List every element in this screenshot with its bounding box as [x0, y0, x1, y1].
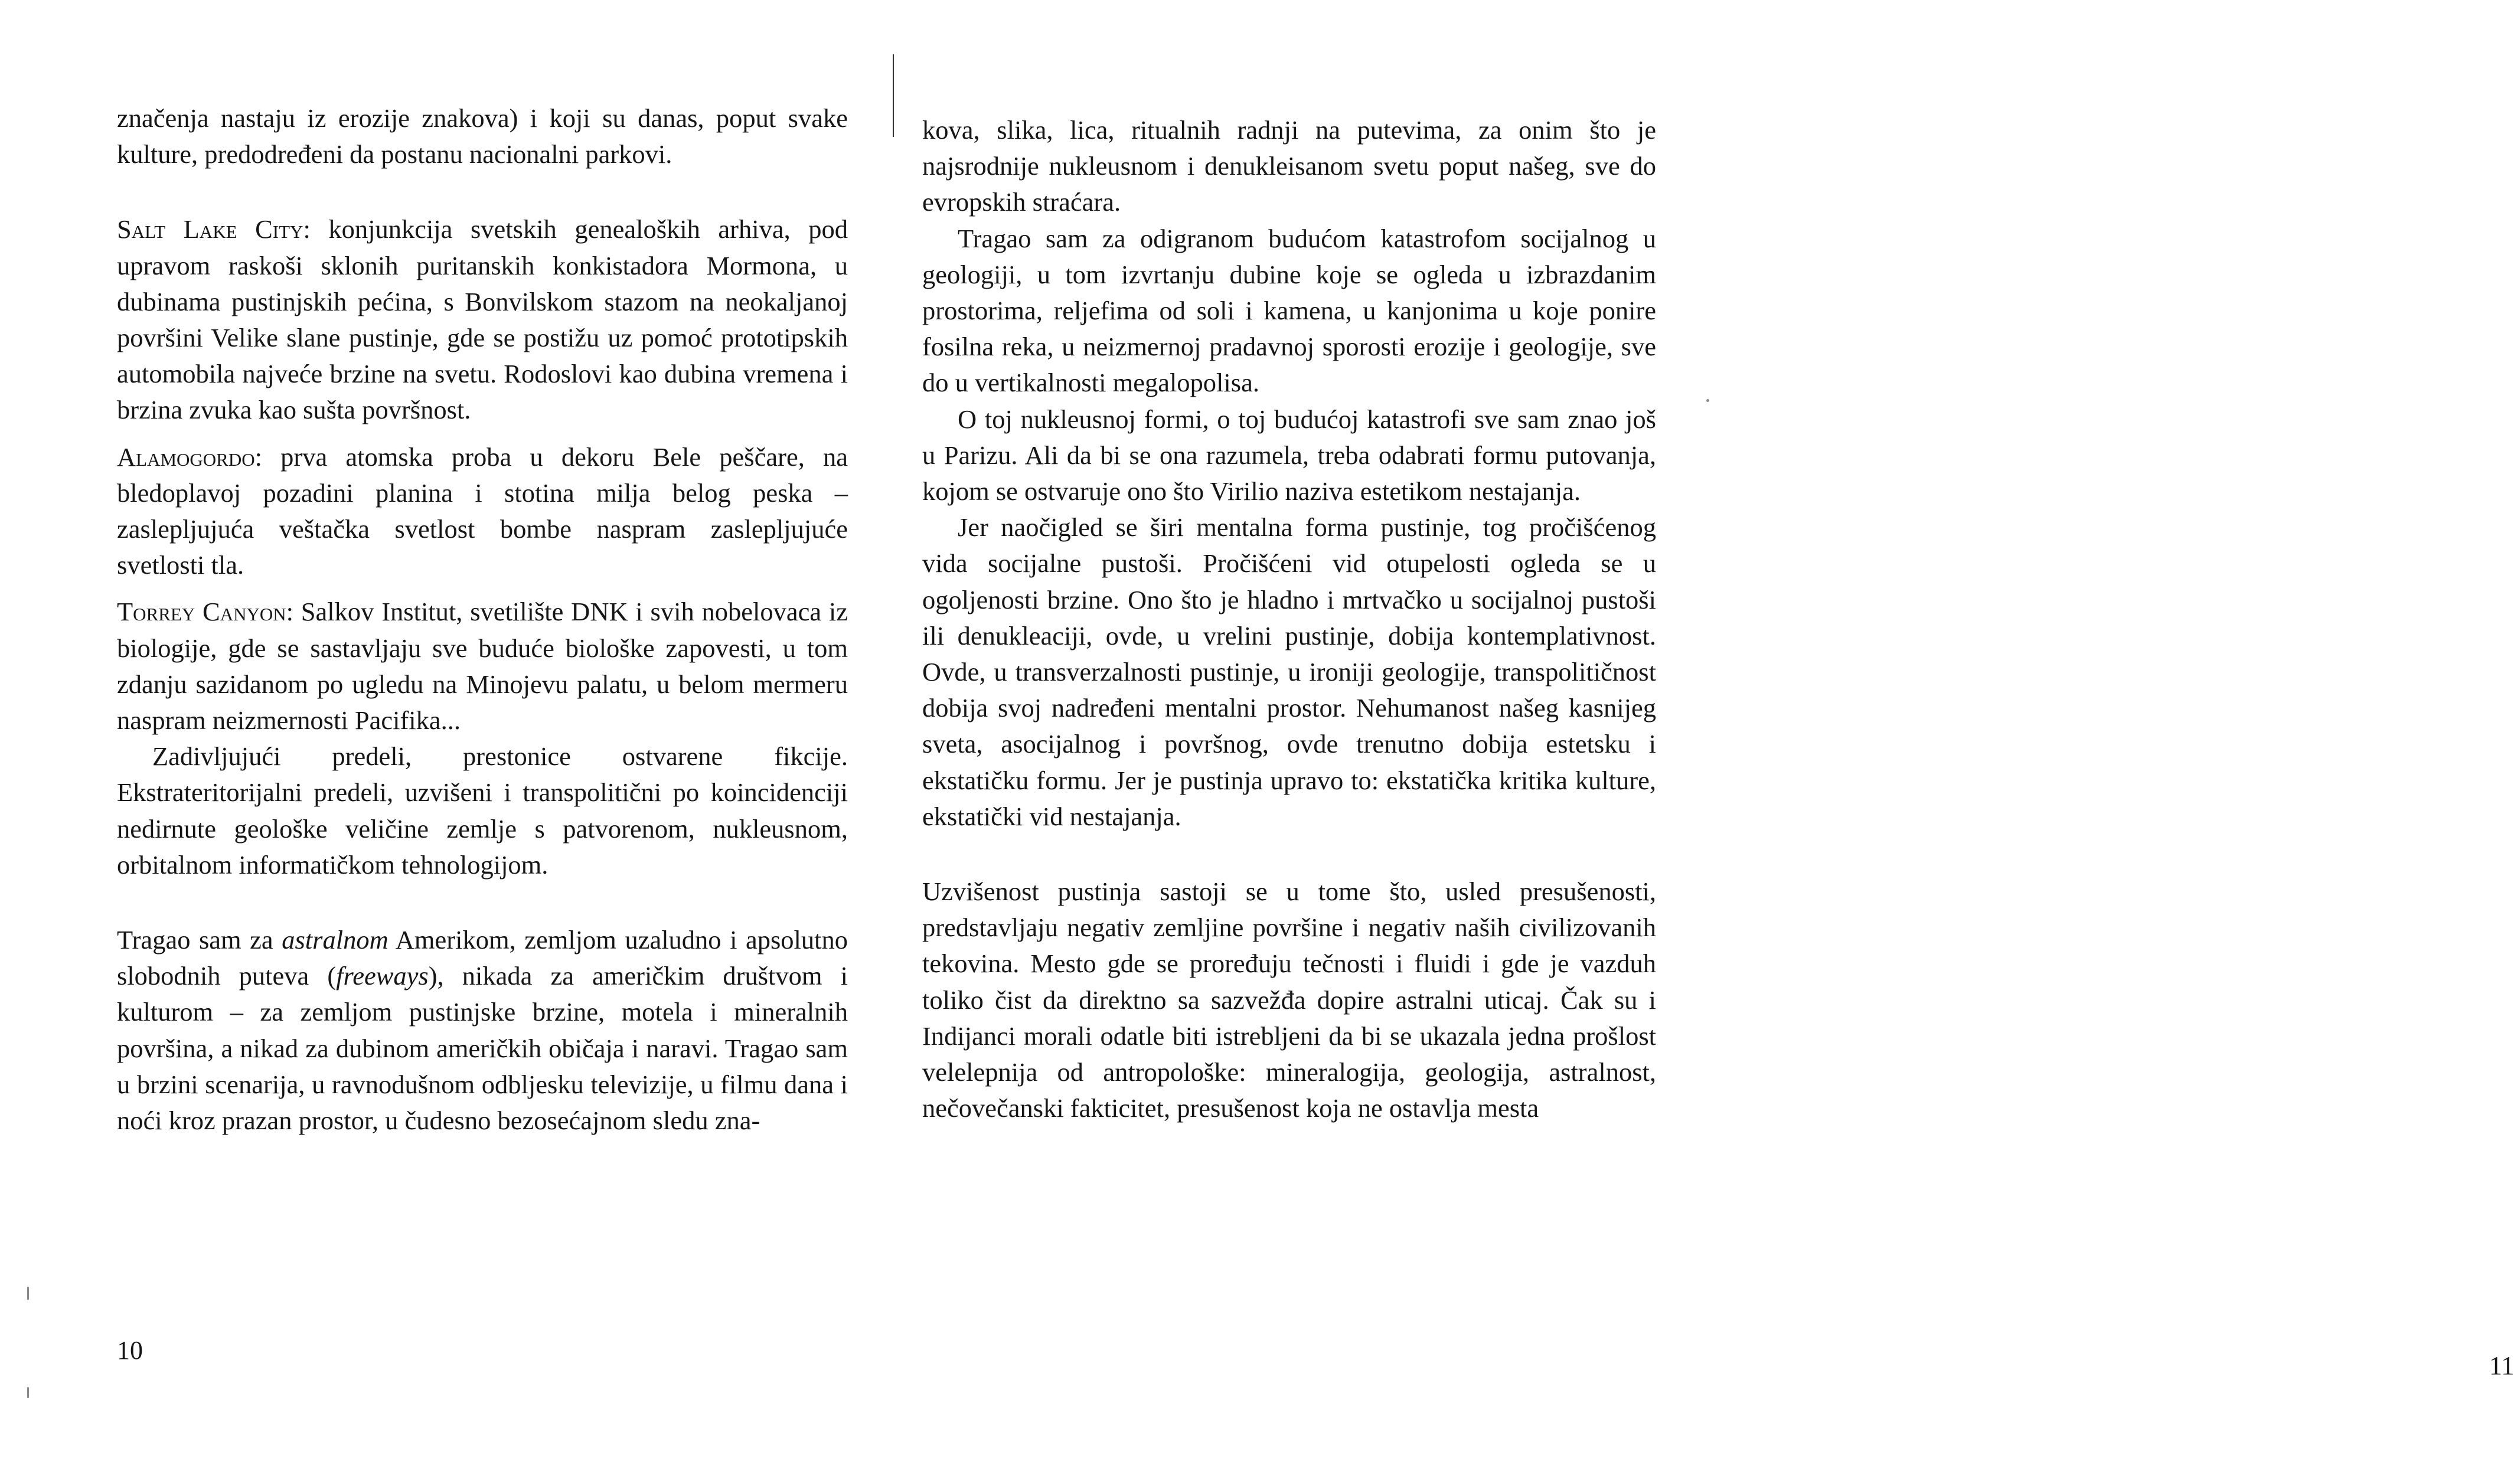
paragraph: Uzvišenost pustinja sastoji se u tome što, usled presušenosti, predstavljaju negativ zemljine površine i negativ naših civilizovanih tekovina. Mesto gde se proređuju tečnosti i fluidi i gde je vazduh toliko čist da direktno sa sazvežđa dopire astralni uticaj. Čak su i Indijanci morali odatle biti istrebljeni da bi se ukazala jedna prošlost velelepnija od antropološke: mineralogija, geologija, astralnost, nečovečanski fakticitet, presušenost koja ne ostavlja mesta	[922, 877, 1656, 1123]
paragraph: Zadivljujući predeli, prestonice ostvarene fikcije. Ekstrateritorijalni predeli, uzvišeni i transpolitični po koincidenciji nedirnute geološke veličine zemlje s patvorenom, nukleusnom, orbitalnom informatičkom tehnologijom.	[117, 741, 848, 880]
emphasis: astralnom	[282, 925, 388, 955]
right-page	[881, 0, 2514, 1484]
paragraph: kova, slika, lica, ritualnih radnji na putevima, za onim što je najsrodnije nukleusnom i denukleisanom svetu poput našeg, sve do evropskih straćara.	[922, 115, 1656, 217]
emphasis: freeways	[336, 961, 429, 991]
entry-text: : Salkov Institut, svetilište DNK i svih nobelovaca iz biologije, gde se sastavljaju sve buduće biološke zapovesti, u tom zdanju sazidanom po ugledu na Minojevu palatu, u belom mermeru naspram neizmernosti Pacifika...	[117, 597, 848, 736]
entry-heading: Torrey Canyon	[117, 597, 286, 627]
left-page	[0, 0, 881, 1484]
entry-heading: Salt Lake City	[117, 214, 303, 244]
paragraph-salt-lake-city	[117, 211, 848, 428]
page-number: 10	[117, 1336, 143, 1365]
page-number: 11	[2489, 1351, 2514, 1380]
paragraph: Tragao sam za odigranom budućom katastrofom socijalnog u geologiji, u tom izvrtanju dubine koje se ogleda u izbrazdanim prostorima, reljefima od soli i kamena, u kanjonima u koje ponire fosilna reka, u neizmernoj pradavnoj sporosti erozije i geologije, sve do u vertikalnosti megalopolisa.	[922, 223, 1656, 398]
text-run: ), nikada za američkim društvom i kulturom – za zemljom pustinjske brzine, motela i mineralnih površina, a nikad za dubinom američkih običaja i naravi. Tragao sam u brzini scenarija, u ravnodušnom odbljesku televizije, u filmu dana i noći kroz prazan prostor, u čudesno bezosećajnom sledu zna-	[117, 961, 848, 1136]
paragraph-torrey-canyon	[117, 594, 848, 738]
paragraph: O toj nukleusnoj formi, o toj budućoj katastrofi sve sam znao još u Parizu. Ali da bi se ona razumela, treba odabrati formu putovanja, kojom se ostvaruje ono što Virilio naziva estetikom nestajanja.	[922, 404, 1656, 506]
text-run: Tragao sam za	[117, 925, 282, 955]
paragraph: značenja nastaju iz erozije znakova) i koji su danas, poput svake kulture, predodređeni da postanu nacionalni parkovi.	[117, 103, 848, 169]
paragraph: Jer naočigled se širi mentalna forma pustinje, tog pročišćenog vida socijalne pustoši. Pročišćeni vid otupelosti ogleda se u ogoljenosti brzine. Ono što je hladno i mrtvačko u socijalnoj pustoši ili denukleaciji, ovde, u vrelini pustinje, dobija kontemplativnost. Ovde, u transverzalnosti pustinje, u ironiji geologije, transpolitičnost dobija svoj nadređeni mentalni prostor. Nehumanost našeg kasnijeg sveta, asocijalnog i površnog, ovde trenutno dobija estetsku i ekstatičku formu. Jer je pustinja upravo to: ekstatička kritika kulture, ekstatički vid nestajanja.	[922, 512, 1656, 831]
entry-text: : konjunkcija svetskih genealoških arhiva, pod upravom raskoši sklonih puritanskih konkistadora Mormona, u dubinama pustinjskih pećina, s Bonvilskom stazom na neokaljanoj površini Velike slane pustinje, gde se postižu uz pomoć prototipskih automobila najveće brzine na svetu. Rodoslovi kao dubina vremena i brzina zvuka kao sušta površnost.	[117, 214, 848, 425]
text-run: Amerikom, zemljom uzaludno i apsolutno slobodnih puteva (	[117, 925, 848, 991]
scan-mark	[27, 1387, 29, 1398]
left-text-column	[117, 100, 848, 1139]
paragraph	[117, 922, 848, 1139]
right-text-column	[922, 112, 1656, 1126]
entry-text: : prva atomska proba u dekoru Bele peščare, na bledoplavoj pozadini planina i stotina milja belog peska – zaslepljujuća veštačka svetlost bombe naspram zaslepljujuće svetlosti tla.	[117, 442, 848, 580]
entry-heading: Alamogordo	[117, 442, 255, 472]
scan-mark	[27, 1287, 29, 1300]
scan-speck	[1706, 399, 1709, 402]
paragraph-alamogordo	[117, 439, 848, 584]
